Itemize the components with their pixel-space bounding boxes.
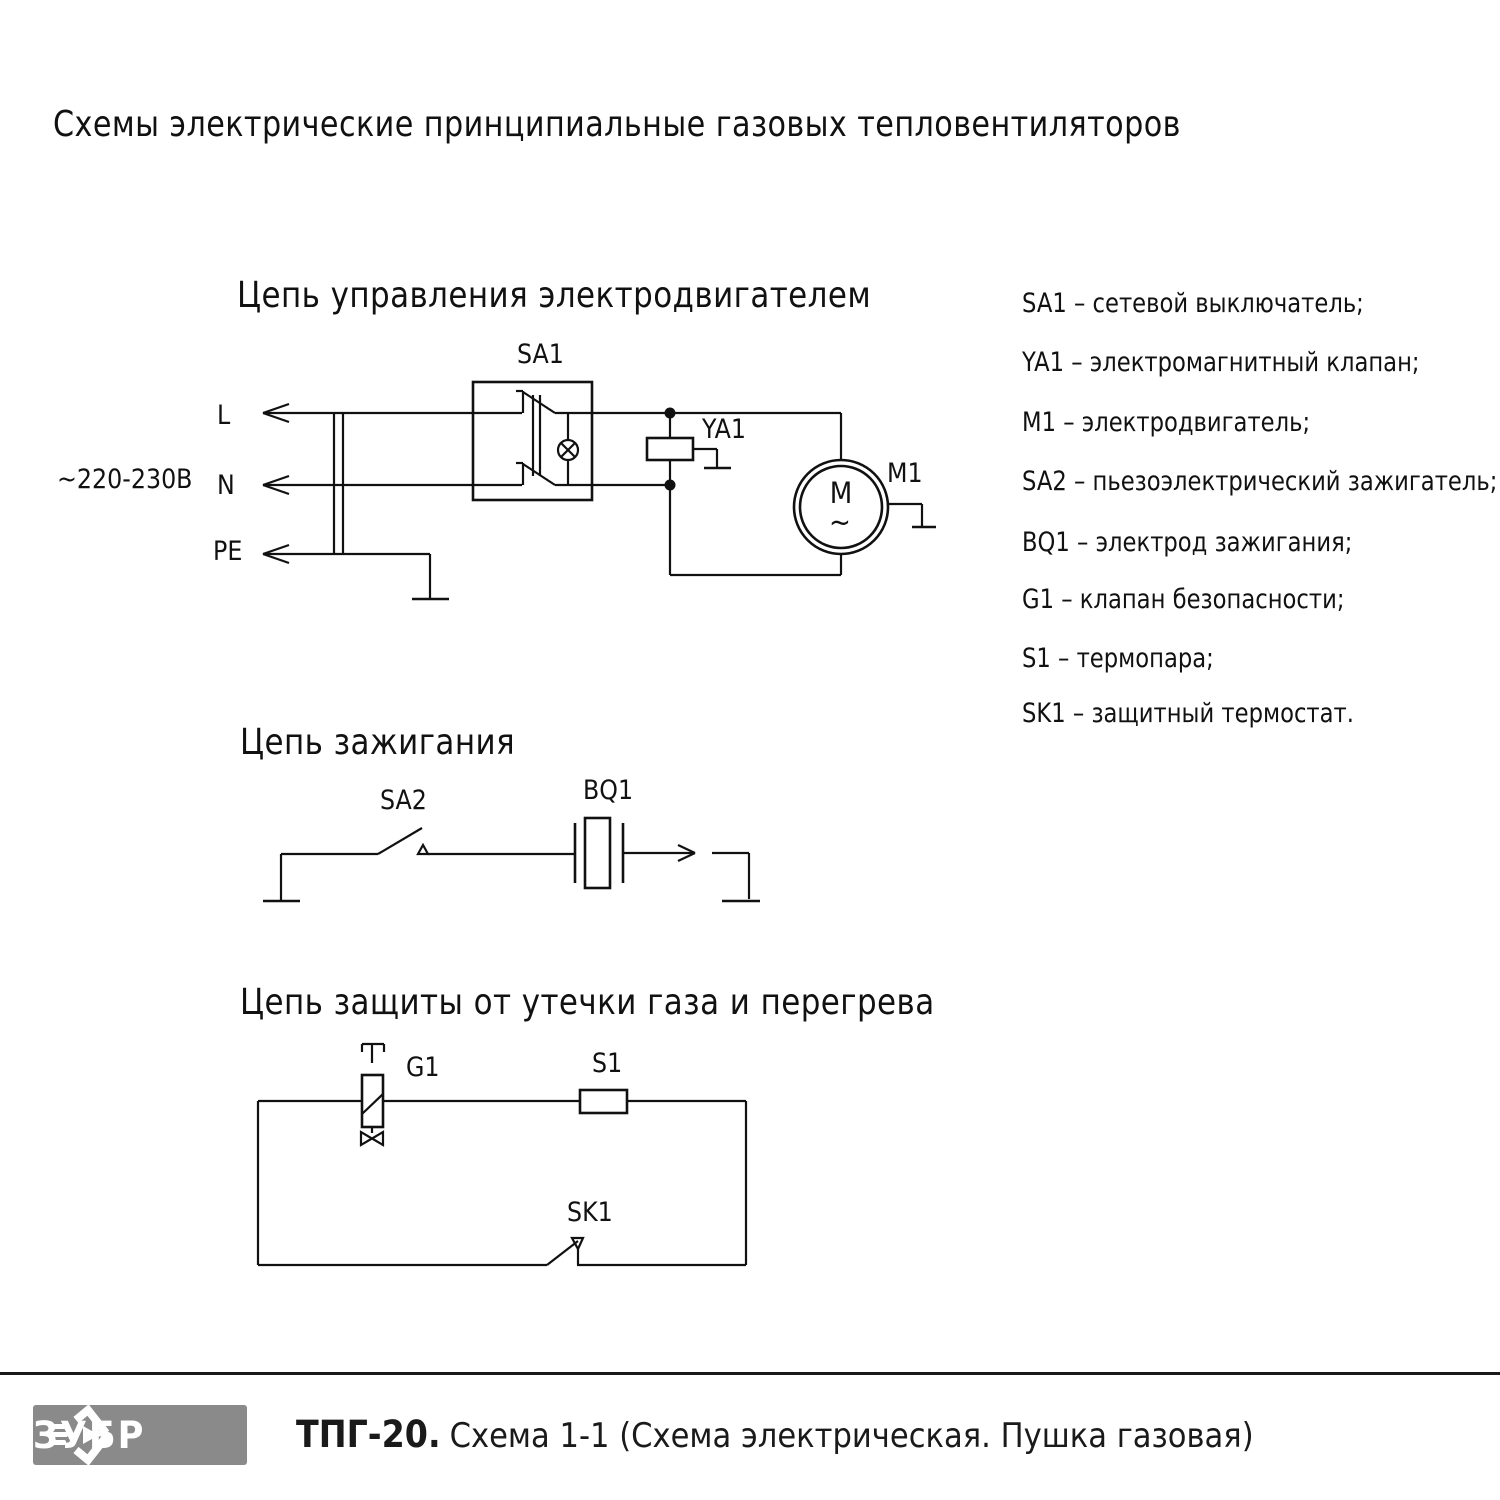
- line-n-label: N: [217, 470, 235, 501]
- sa1-label: SA1: [517, 339, 564, 370]
- s1-thermocouple-symbol: [580, 1090, 627, 1113]
- bq1-label: BQ1: [583, 775, 634, 806]
- circuit-loop: [258, 1101, 746, 1265]
- brand-name: ЗУБР: [33, 1413, 146, 1457]
- sa1-switch-symbol: [473, 382, 841, 500]
- legend-item-g1: G1 – клапан безопасности;: [1022, 584, 1345, 615]
- footer-caption: [296, 1413, 1254, 1456]
- right-ground-symbol: [712, 853, 760, 901]
- brand-logo: [33, 1405, 247, 1465]
- left-ground-symbol: [263, 854, 300, 901]
- circuit1-title: Цепь управления электродвигателем: [237, 275, 872, 316]
- ya1-label: YA1: [702, 414, 747, 445]
- sk1-label: SK1: [567, 1197, 613, 1228]
- footer-divider: [0, 1372, 1500, 1375]
- scheme-description: Схема 1-1 (Схема электрическая. Пушка газовая): [449, 1416, 1254, 1456]
- pe-ground-symbol: [412, 554, 449, 599]
- model-name: ТПГ-20.: [296, 1413, 441, 1456]
- sk1-thermostat-symbol: [547, 1238, 583, 1265]
- m1-label: M1: [887, 458, 923, 489]
- circuit3-title: Цепь защиты от утечки газа и перегрева: [240, 982, 935, 1023]
- protection-circuit: [258, 1044, 746, 1265]
- circuit2-title: Цепь зажигания: [240, 722, 516, 763]
- page-title: Схемы электрические принципиальные газовых тепловентиляторов: [53, 104, 1181, 145]
- legend-item-sk1: SK1 – защитный термостат.: [1022, 698, 1354, 729]
- voltage-label: ~220-230В: [57, 464, 193, 495]
- bq1-igniter-symbol: [575, 818, 623, 888]
- g1-safety-valve-symbol: [361, 1044, 384, 1145]
- legend-item-bq1: BQ1 – электрод зажигания;: [1022, 527, 1353, 558]
- legend-item-sa1: SA1 – сетевой выключатель;: [1022, 288, 1364, 319]
- motor-ac-sign: ~: [829, 505, 851, 539]
- sa2-label: SA2: [380, 785, 427, 816]
- s1-label: S1: [592, 1048, 623, 1079]
- line-pe-label: PE: [213, 536, 243, 567]
- ignition-circuit: [263, 818, 760, 901]
- legend-item-sa2: SA2 – пьезоэлектрический зажигатель;: [1022, 466, 1498, 497]
- motor-letter: M: [829, 476, 853, 510]
- legend-item-ya1: YA1 – электромагнитный клапан;: [1022, 347, 1420, 378]
- legend-item-s1: S1 – термопара;: [1022, 643, 1214, 674]
- sa2-switch-symbol: [378, 828, 428, 854]
- power-input-lines: [263, 404, 522, 563]
- legend-item-m1: M1 – электродвигатель;: [1022, 407, 1311, 438]
- g1-label: G1: [406, 1052, 440, 1083]
- line-l-label: L: [217, 400, 231, 431]
- spark-arrow: [623, 845, 695, 861]
